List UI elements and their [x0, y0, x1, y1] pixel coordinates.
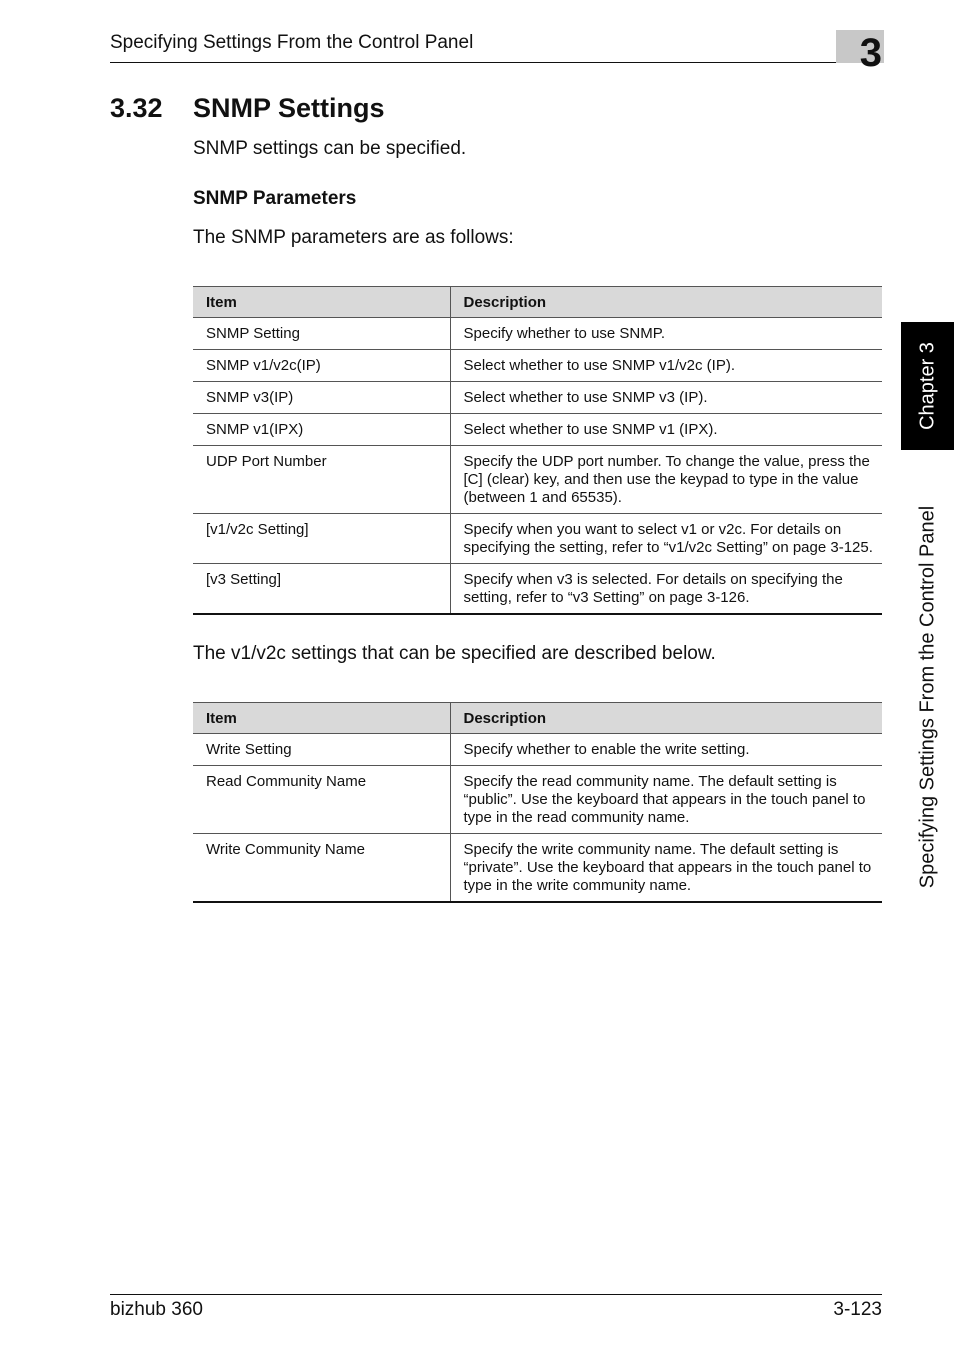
column-header-description: Description	[450, 703, 882, 734]
item-cell: Write Setting	[193, 734, 450, 766]
description-cell: Specify whether to enable the write setting.	[450, 734, 882, 766]
footer-rule	[110, 1294, 882, 1295]
table-row	[193, 350, 882, 382]
side-tab-section	[901, 462, 954, 932]
table-row	[193, 834, 882, 903]
table-row	[193, 734, 882, 766]
description-cell: Select whether to use SNMP v1 (IPX).	[450, 414, 882, 446]
column-header-description: Description	[450, 287, 882, 318]
column-header-item: Item	[193, 703, 450, 734]
table-row	[193, 318, 882, 350]
item-cell: Write Community Name	[193, 834, 450, 903]
table-row	[193, 564, 882, 615]
item-cell: SNMP v3(IP)	[193, 382, 450, 414]
item-cell: Read Community Name	[193, 766, 450, 834]
description-cell: Select whether to use SNMP v1/v2c (IP).	[450, 350, 882, 382]
item-cell: SNMP Setting	[193, 318, 450, 350]
chapter-number: 3	[859, 31, 882, 75]
section-intro: SNMP settings can be specified.	[193, 138, 467, 159]
table-row	[193, 382, 882, 414]
description-cell: Specify the read community name. The default setting is “public”. Use the keyboard that appears in the touch panel to type in the read community name.	[450, 766, 882, 834]
params-intro: The SNMP parameters are as follows:	[193, 227, 514, 248]
table-row	[193, 766, 882, 834]
side-tab-chapter	[901, 322, 954, 450]
footer-page-number: 3-123	[833, 1299, 882, 1320]
description-cell: Specify when you want to select v1 or v2c. For details on specifying the setting, refer to “v1/v2c Setting” on page 3-125.	[450, 514, 882, 564]
v1v2c-intro: The v1/v2c settings that can be specified are described below.	[193, 643, 716, 664]
description-cell: Specify whether to use SNMP.	[450, 318, 882, 350]
item-cell: SNMP v1/v2c(IP)	[193, 350, 450, 382]
table-header-row	[193, 287, 882, 318]
table-row	[193, 414, 882, 446]
item-cell: [v3 Setting]	[193, 564, 450, 615]
sub-heading: SNMP Parameters	[193, 188, 357, 209]
item-cell: [v1/v2c Setting]	[193, 514, 450, 564]
footer-product-name: bizhub 360	[110, 1299, 203, 1320]
item-cell: UDP Port Number	[193, 446, 450, 514]
description-cell: Specify the write community name. The default setting is “private”. Use the keyboard that appears in the touch panel to type in the write community name.	[450, 834, 882, 903]
section-title: SNMP Settings	[193, 93, 385, 123]
item-cell: SNMP v1(IPX)	[193, 414, 450, 446]
chapter-number-badge	[836, 30, 884, 75]
column-header-item: Item	[193, 287, 450, 318]
table-row	[193, 514, 882, 564]
snmp-parameters-table	[193, 286, 882, 615]
header-rule	[110, 62, 836, 63]
v1v2c-settings-table	[193, 702, 882, 903]
description-cell: Specify the UDP port number. To change the value, press the [C] (clear) key, and then use the keypad to type in the value (between 1 and 65535).	[450, 446, 882, 514]
side-tab-chapter-label: Chapter 3	[916, 342, 938, 430]
description-cell: Specify when v3 is selected. For details on specifying the setting, refer to “v3 Setting” on page 3-126.	[450, 564, 882, 615]
side-tab-section-label: Specifying Settings From the Control Panel	[916, 505, 938, 889]
section-number: 3.32	[110, 93, 163, 123]
table-header-row	[193, 703, 882, 734]
description-cell: Select whether to use SNMP v3 (IP).	[450, 382, 882, 414]
table-row	[193, 446, 882, 514]
running-header-title: Specifying Settings From the Control Panel	[110, 32, 474, 53]
